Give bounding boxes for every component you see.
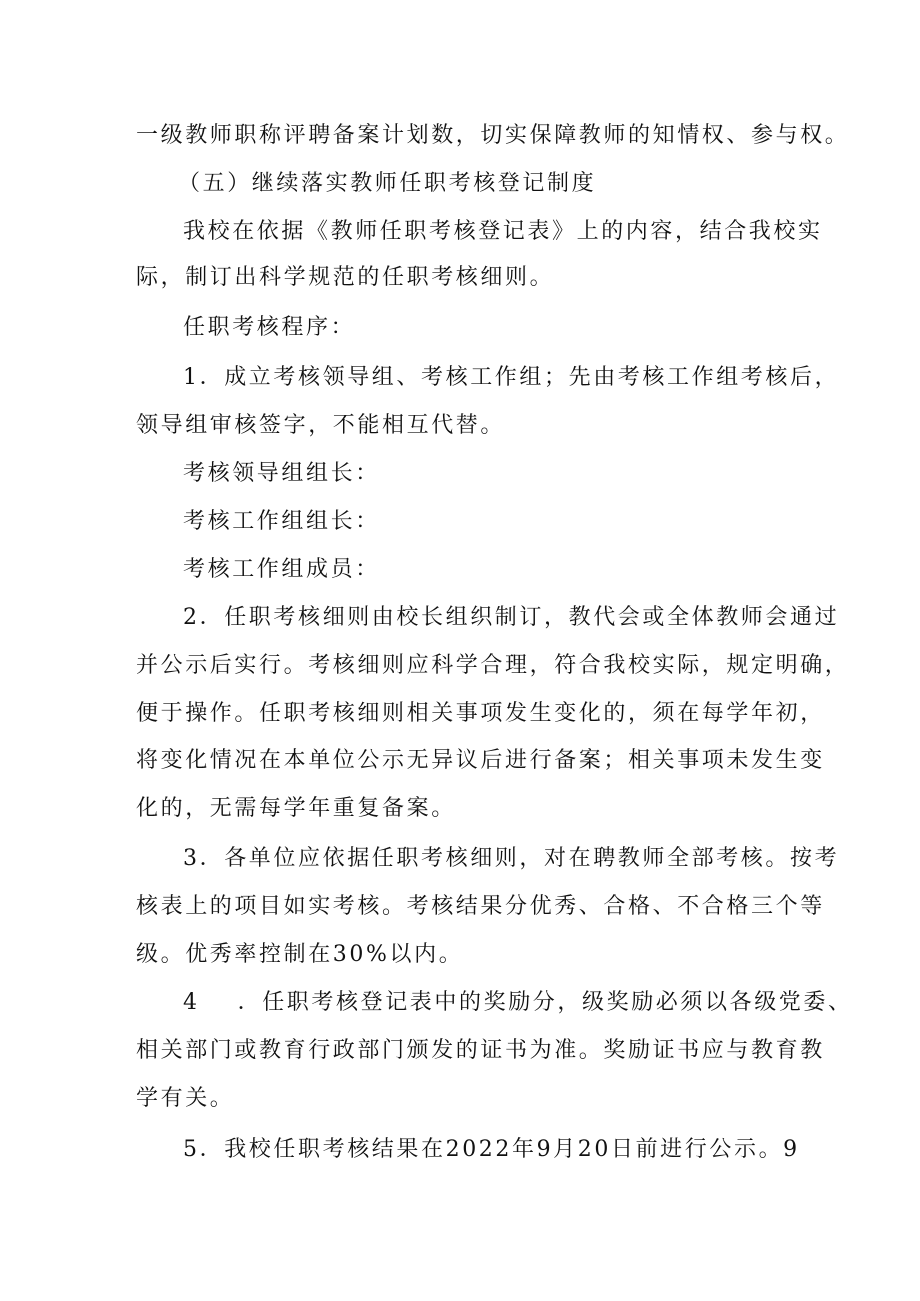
form-field-label: 考核工作组组长：: [183, 509, 380, 534]
paragraph-line: 领导组审核签字，不能相互代替。: [136, 413, 506, 438]
numbered-item-line: 2．任职考核细则由校长组织制订，教代会或全体教师会通过: [183, 605, 840, 630]
paragraph-line: 一级教师职称评聘备案计划数，切实保障教师的知情权、参与权。: [136, 123, 850, 148]
item-text: ．任职考核登记表中的奖励分，级奖励必须以各级党委、: [237, 990, 853, 1015]
numbered-item-line: 1．成立考核领导组、考核工作组；先由考核工作组考核后，: [183, 365, 840, 390]
paragraph-line: 便于操作。任职考核细则相关事项发生变化的，须在每学年初，: [136, 701, 825, 726]
section-heading: （五）继续落实教师任职考核登记制度: [178, 171, 597, 196]
paragraph-line: 化的，无需每学年重复备案。: [136, 796, 456, 821]
item-number: 4: [183, 990, 200, 1015]
paragraph-line: 并公示后实行。考核细则应科学合理，符合我校实际，规定明确，: [136, 653, 850, 678]
paragraph-line: 核表上的项目如实考核。考核结果分优秀、合格、不合格三个等: [136, 894, 825, 919]
paragraph-line: 级。优秀率控制在30%以内。: [136, 942, 464, 967]
paragraph-line: 际，制订出科学规范的任职考核细则。: [136, 265, 555, 290]
numbered-item-line: 3．各单位应依据任职考核细则，对在聘教师全部考核。按考: [183, 846, 840, 871]
paragraph-line: 任职考核程序：: [183, 315, 356, 340]
paragraph-line: 学有关。: [136, 1086, 235, 1111]
numbered-item-line: 5．我校任职考核结果在2022年9月20日前进行公示。9: [183, 1137, 800, 1162]
paragraph-line: 相关部门或教育行政部门颁发的证书为准。奖励证书应与教育教: [136, 1038, 825, 1063]
form-field-label: 考核领导组组长：: [183, 461, 380, 486]
numbered-item-line: [183, 987, 853, 1019]
form-field-label: 考核工作组成员：: [183, 557, 380, 582]
paragraph-line: 我校在依据《教师任职考核登记表》上的内容，结合我校实: [183, 219, 823, 244]
paragraph-line: 将变化情况在本单位公示无异议后进行备案；相关事项未发生变: [136, 748, 825, 773]
